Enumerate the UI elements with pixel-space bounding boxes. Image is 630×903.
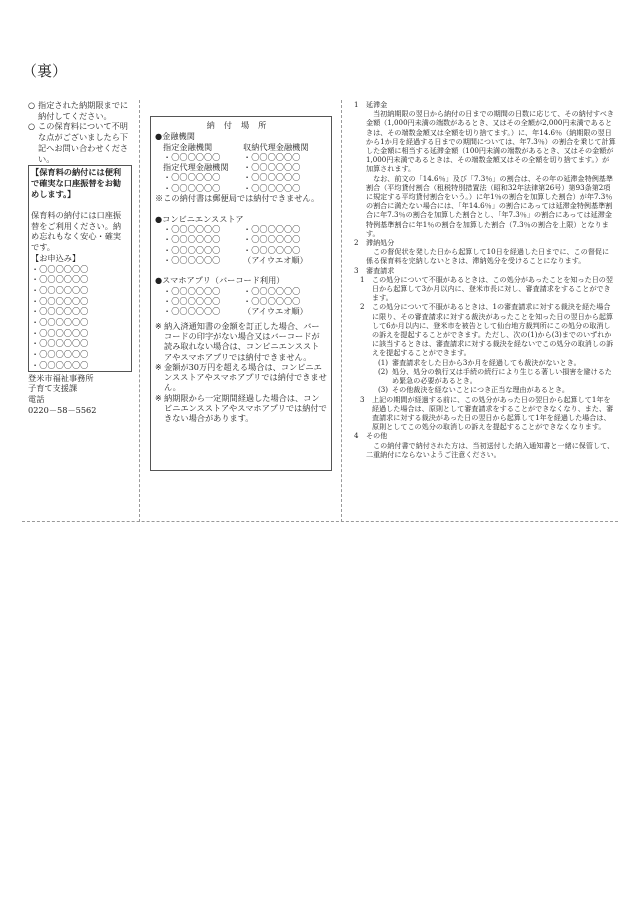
notice-inquiry: ○ この保育料について不明な点がございましたら下記へお問い合わせください。	[28, 121, 129, 164]
late-fee-paragraph: なお、前文の「14.6％」及び「7.3％」の割合は、その年の延滞金特例基準割合（平均貸付割合（租税特別措置法（昭和32年法律第26号）第93条第2項に規定する平均貸付割合をいう。）に年1％の割合を加算した割合）が年7.3％の割合に満たない場合には、「年14.6％」の割合にあっては延滞金特例基準割合に年7.3％の割合を加算した割合とし、「年7.3％」の割合にあっては延滞金特例基準割合に年1％の割合を加算した割合（7.3％の割合を上限）となります。	[366, 173, 613, 238]
bank-list-item: ・〇〇〇〇〇〇	[31, 338, 89, 349]
financial-grid	[155, 142, 327, 193]
bank-item: ・ 〇〇〇〇〇〇	[155, 152, 239, 162]
smartphone-grid	[155, 286, 327, 317]
delinquency-paragraph: この督促状を発した日から起算して10日を経過した日までに、この督促に係る保育料を完納しないときは、滞納処分を受けることになります。	[366, 247, 610, 266]
payment-locations-box	[150, 116, 332, 471]
financial-heading: ● 金融機関	[155, 131, 327, 141]
bank-item: ・ 〇〇〇〇〇〇	[243, 172, 327, 182]
app-item: ・ 〇〇〇〇〇〇	[243, 296, 327, 306]
app-item: ・ 〇〇〇〇〇〇	[155, 306, 239, 316]
bank-list-item: ・〇〇〇〇〇〇	[31, 263, 89, 274]
contact-phone: 0220－58－5562	[28, 404, 97, 415]
payment-note: ※ 納入済通知書の金額を訂正した場合、バーコードの印字がない場合又はバーコードが読み取れない場合は、コンビニエンスストアやスマホアプリでは納付できません。	[155, 320, 320, 362]
bank-list-item: ・〇〇〇〇〇〇	[31, 295, 89, 306]
designated-bank-head: 指定金融機関	[163, 141, 213, 152]
payment-locations-title: 納付場所	[206, 120, 276, 130]
contact-info	[28, 373, 132, 416]
store-item: ・ 〇〇〇〇〇〇	[243, 224, 327, 234]
separator-left	[139, 100, 140, 522]
separator-right	[341, 100, 342, 522]
bank-list-item: ・〇〇〇〇〇〇	[31, 327, 89, 338]
bank-list-item: ・〇〇〇〇〇〇	[31, 317, 89, 328]
appeal-subitem: (1) 審査請求をした日から3か月を経過しても裁決がないとき。	[378, 357, 581, 367]
payment-note: ※ 納期限から一定期間経過した場合は、コンビニエンスストアやスマホアプリでは納付できない場合があります。	[155, 392, 327, 424]
bank-item: ・ 〇〇〇〇〇〇	[243, 152, 327, 162]
bank-list-item: ・〇〇〇〇〇〇	[31, 284, 89, 295]
app-item: ・ 〇〇〇〇〇〇	[155, 296, 239, 306]
appeal-item: 3 上記の期間が経過する前に、この処分があった日の翌日から起算して1年を経過した場合は、原則として審査請求をすることができなくなり、また、審査請求に対する裁決があった日の翌日から起算して1年を経過した場合は、原則としてこの処分の取消しの訴えを提起することができなくなります。	[360, 394, 614, 432]
bank-item: ・ 〇〇〇〇〇〇	[155, 183, 239, 193]
contact-section: 子育て支援課	[28, 383, 78, 394]
bank-item: ・ 〇〇〇〇〇〇	[155, 172, 239, 182]
section-heading-delinquency: 2 滞納処分	[354, 238, 395, 248]
bank-transfer-body: 保育料の納付には口座振替をご利用ください。納め忘れもなく安心・確実です。	[31, 210, 122, 253]
store-item: ・ 〇〇〇〇〇〇	[155, 234, 239, 244]
bank-transfer-heading: 【保育料の納付には便利で確実な口座振替をお勧めします。】	[31, 167, 122, 199]
notice-deadline: ○ 指定された納期限までに納付してください。	[28, 100, 129, 121]
designated-agent-head: 指定代理金融機関	[163, 162, 229, 173]
smartphone-heading: ● スマホアプリ（バーコード利用）	[155, 275, 327, 285]
page-side-label: （裏）	[22, 62, 68, 80]
bank-list	[31, 264, 129, 371]
legal-notes-column	[354, 100, 616, 459]
convenience-grid	[155, 224, 327, 265]
payment-note: ※ 金額が30万円を超える場合は、コンビニエンスストアやスマホアプリでは納付できません。	[155, 361, 327, 393]
convenience-heading: ● コンビニエンスストア	[155, 214, 327, 224]
payment-notes	[155, 321, 327, 424]
store-item: ・ 〇〇〇〇〇〇	[243, 245, 327, 255]
bank-list-item: ・〇〇〇〇〇〇	[31, 349, 89, 360]
bank-list-item: ・〇〇〇〇〇〇	[31, 306, 89, 317]
late-fee-paragraph: 当初納期限の翌日から納付の日までの期間の日数に応じて、その納付すべき金額（1,000円未満の端数があるとき、又はその全額が2,000円未満であるときは、その端数金額又は全額を切り捨てます。）に、年14.6％（納期限の翌日から1か月を経過する日までの期間については、年7.3％）の割合を乗じて計算した金額に相当する延滞金額（100円未満の端数があるとき、又はその金額が1,000円未満であるときは、その端数金額又はその全額を切り捨てます。）が加算されます。	[366, 109, 616, 174]
bank-item: ・ 〇〇〇〇〇〇	[243, 183, 327, 193]
appeal-item: 2 この処分について不服があるときは、1の審査請求に対する裁決を経た場合に限り、その審査請求に対する裁決があったことを知った日の翌日から起算して6か月以内に、登米市を被告として仙台地方裁判所にこの処分の取消しの訴えを提起することができます。ただし、次の(1)から(3)までのいずれかに該当するときは、審査請求に対する裁決を経ないでこの処分の取消しの訴えを提起することができます。	[360, 302, 614, 358]
appeal-subitem: (3) その他裁決を経ないことにつき正当な理由があるとき。	[378, 385, 569, 395]
appeal-item: 1 この処分について不服があるときは、この処分があったことを知った日の翌日から起算して3か月以内に、登米市長に対し、審査請求をすることができます。	[360, 274, 613, 303]
left-column	[28, 100, 132, 415]
store-item: ・ 〇〇〇〇〇〇	[243, 234, 327, 244]
section-heading-other: 4 その他	[354, 431, 388, 441]
app-item: ・ 〇〇〇〇〇〇	[243, 286, 327, 296]
cut-line	[22, 521, 618, 522]
other-paragraph: この納付書で納付された方は、当初送付した納入通知書と一緒に保管して、二重納付にならないようご注意ください。	[366, 440, 615, 459]
bank-transfer-box	[28, 165, 132, 371]
store-item: ・ 〇〇〇〇〇〇	[155, 224, 239, 234]
post-office-note: ※この納付書は郵便局では納付できません。	[155, 193, 320, 204]
section-heading-appeal: 3 審査請求	[354, 265, 395, 275]
store-order-note: （アイウエオ順）	[243, 254, 308, 265]
store-item: ・ 〇〇〇〇〇〇	[155, 255, 239, 265]
bank-list-item: ・〇〇〇〇〇〇	[31, 359, 89, 370]
section-heading-late-fee: 1 延滞金	[354, 100, 388, 109]
contact-phone-label: 電話	[28, 393, 45, 404]
apply-label: 【お申込み】	[31, 252, 81, 263]
contact-office: 登米市福祉事務所	[28, 372, 94, 383]
store-item: ・ 〇〇〇〇〇〇	[155, 245, 239, 255]
bank-item: ・ 〇〇〇〇〇〇	[243, 162, 327, 172]
app-order-note: （アイウエオ順）	[243, 306, 308, 317]
bank-list-item: ・〇〇〇〇〇〇	[31, 274, 89, 285]
appeal-subitem: (2) 処分、処分の執行又は手続の続行により生じる著しい損害を避けるため緊急の必要があるとき。	[378, 366, 612, 386]
agent-bank-head: 収納代理金融機関	[243, 141, 309, 152]
app-item: ・ 〇〇〇〇〇〇	[155, 286, 239, 296]
